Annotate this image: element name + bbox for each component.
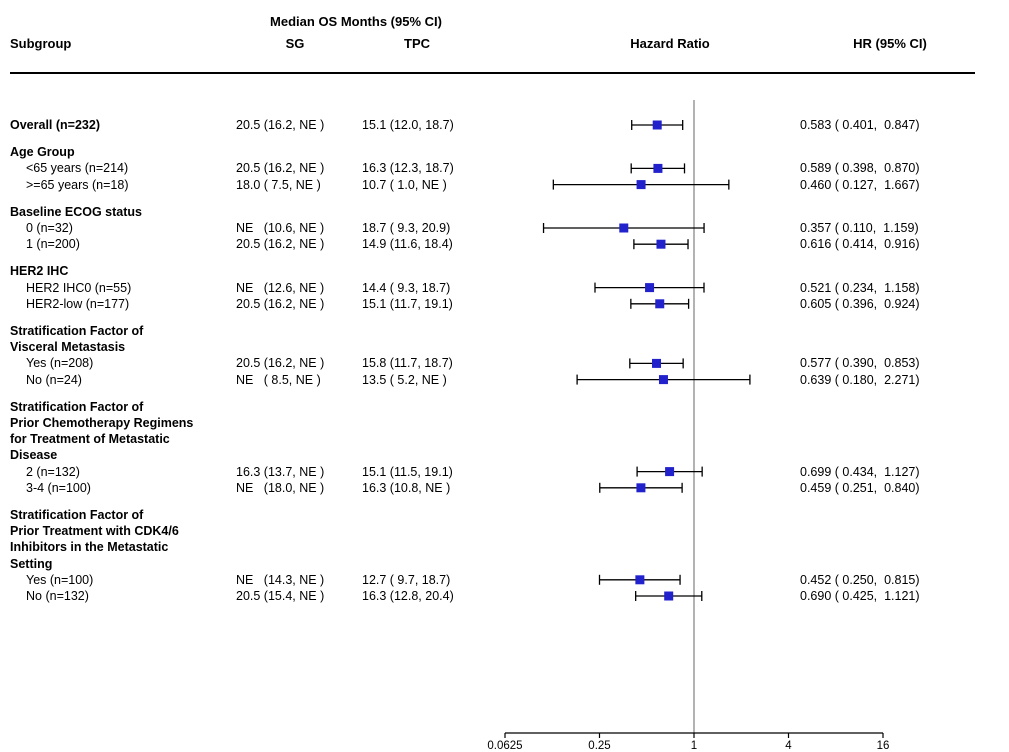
- forest-plot-point: [600, 483, 682, 493]
- forest-plot-point: [631, 163, 684, 173]
- forest-plot-point: [577, 375, 750, 385]
- subgroup-row-label: 1 (n=200): [26, 237, 80, 252]
- sg-median-os-value: 20.5 (16.2, NE ): [236, 296, 325, 311]
- forest-plot-point: [632, 120, 683, 130]
- hr-ci-value: 0.521 ( 0.234, 1.158): [800, 280, 920, 295]
- subgroup-row-label: Overall (n=232): [10, 118, 100, 132]
- subgroup-group-header: Baseline ECOG status: [10, 204, 142, 219]
- sg-median-os-value: 18.0 ( 7.5, NE ): [236, 177, 321, 192]
- tpc-column-header: TPC: [404, 36, 430, 51]
- x-axis-tick-label: 1: [690, 740, 698, 752]
- hr-ci-value: 0.459 ( 0.251, 0.840): [800, 480, 920, 495]
- sg-median-os-value: 20.5 (15.4, NE ): [236, 589, 325, 603]
- forest-plot-point: [630, 358, 683, 368]
- sg-median-os-value: NE ( 8.5, NE ): [236, 372, 321, 387]
- forest-plot-point: [600, 575, 681, 585]
- subgroup-row-label: <65 years (n=214): [26, 161, 129, 176]
- sg-median-os-value: NE (18.0, NE ): [236, 480, 325, 495]
- tpc-median-os-value: 16.3 (12.3, 18.7): [362, 161, 454, 176]
- hr-ci-value: 0.616 ( 0.414, 0.916): [800, 237, 920, 252]
- tpc-median-os-value: 14.9 (11.6, 18.4): [362, 237, 453, 252]
- median-os-header: Median OS Months (95% CI): [270, 14, 442, 29]
- header-divider: [10, 72, 975, 74]
- subgroup-row-label: No (n=132): [26, 589, 89, 603]
- tpc-median-os-value: 10.7 ( 1.0, NE ): [362, 177, 447, 192]
- subgroup-group-header: Disease: [10, 448, 58, 463]
- sg-median-os-value: 20.5 (16.2, NE ): [236, 161, 325, 176]
- subgroup-group-header: Prior Chemotherapy Regimens: [10, 416, 194, 430]
- subgroup-group-header: HER2 IHC: [10, 264, 69, 279]
- tpc-median-os-value: 13.5 ( 5.2, NE ): [362, 372, 447, 387]
- tpc-median-os-value: 18.7 ( 9.3, 20.9): [362, 221, 451, 235]
- subgroup-row-label: Yes (n=100): [26, 572, 94, 587]
- x-axis-tick-label: 16: [876, 740, 890, 752]
- hr-ci-value: 0.460 ( 0.127, 1.667): [800, 177, 920, 192]
- tpc-median-os-value: 15.1 (12.0, 18.7): [362, 118, 454, 132]
- subgroup-row-label: 2 (n=132): [26, 464, 80, 479]
- tpc-median-os-value: 12.7 ( 9.7, 18.7): [362, 572, 451, 587]
- forest-plot-point: [634, 239, 688, 249]
- sg-median-os-value: 20.5 (16.2, NE ): [236, 118, 325, 132]
- sg-median-os-value: 16.3 (13.7, NE ): [236, 464, 325, 479]
- forest-plot-point: [636, 591, 702, 601]
- hr-ci-value: 0.452 ( 0.250, 0.815): [800, 572, 920, 587]
- tpc-median-os-value: 16.3 (10.8, NE ): [362, 480, 451, 495]
- subgroup-row-label: HER2-low (n=177): [26, 296, 130, 311]
- subgroup-group-header: for Treatment of Metastatic: [10, 432, 170, 447]
- subgroup-row-label: 0 (n=32): [26, 221, 73, 235]
- forest-plot-point: [631, 299, 689, 309]
- hazard-ratio-plot-header: Hazard Ratio: [630, 36, 710, 51]
- x-axis-tick-label: 0.0625: [487, 740, 523, 752]
- subgroup-group-header: Prior Treatment with CDK4/6: [10, 524, 179, 539]
- tpc-median-os-value: 15.8 (11.7, 18.7): [362, 356, 453, 371]
- subgroup-group-header: Stratification Factor of: [10, 399, 144, 414]
- subgroup-row-label: Yes (n=208): [26, 356, 94, 371]
- x-axis-tick-label: 4: [785, 740, 792, 752]
- forest-plot-point: [595, 283, 704, 293]
- sg-median-os-value: 20.5 (16.2, NE ): [236, 237, 325, 252]
- hr-ci-value: 0.639 ( 0.180, 2.271): [800, 372, 920, 387]
- subgroup-column-header: Subgroup: [10, 36, 72, 51]
- forest-plot-point: [544, 223, 705, 233]
- sg-median-os-value: NE (12.6, NE ): [236, 280, 325, 295]
- hr-ci-value: 0.577 ( 0.390, 0.853): [800, 356, 920, 371]
- sg-median-os-value: NE (14.3, NE ): [236, 572, 325, 587]
- forest-plot-point: [637, 467, 702, 477]
- hr-ci-value: 0.699 ( 0.434, 1.127): [800, 464, 920, 479]
- hr-ci-column-header: HR (95% CI): [853, 36, 927, 51]
- subgroup-group-header: Stratification Factor of: [10, 508, 144, 522]
- x-axis-tick-label: 0.25: [588, 740, 611, 752]
- hr-ci-value: 0.583 ( 0.401, 0.847): [800, 118, 920, 132]
- tpc-median-os-value: 15.1 (11.5, 19.1): [362, 464, 453, 479]
- subgroup-group-header: Inhibitors in the Metastatic: [10, 540, 169, 555]
- subgroup-row-label: >=65 years (n=18): [26, 177, 129, 192]
- forest-plot-point: [553, 180, 729, 190]
- subgroup-group-header: Stratification Factor of: [10, 324, 144, 338]
- hr-ci-value: 0.605 ( 0.396, 0.924): [800, 296, 920, 311]
- subgroup-row-label: HER2 IHC0 (n=55): [26, 280, 132, 295]
- tpc-median-os-value: 14.4 ( 9.3, 18.7): [362, 280, 451, 295]
- sg-column-header: SG: [285, 36, 305, 51]
- sg-median-os-value: NE (10.6, NE ): [236, 221, 325, 235]
- hr-ci-value: 0.357 ( 0.110, 1.159): [800, 221, 919, 235]
- subgroup-row-label: 3-4 (n=100): [26, 480, 91, 495]
- tpc-median-os-value: 16.3 (12.8, 20.4): [362, 589, 454, 603]
- tpc-median-os-value: 15.1 (11.7, 19.1): [362, 296, 453, 311]
- subgroup-group-header: Setting: [10, 556, 53, 571]
- subgroup-row-label: No (n=24): [26, 372, 82, 387]
- hr-ci-value: 0.690 ( 0.425, 1.121): [800, 589, 920, 603]
- sg-median-os-value: 20.5 (16.2, NE ): [236, 356, 325, 371]
- subgroup-group-header: Visceral Metastasis: [10, 340, 126, 355]
- hr-ci-value: 0.589 ( 0.398, 0.870): [800, 161, 920, 176]
- subgroup-group-header: Age Group: [10, 145, 75, 160]
